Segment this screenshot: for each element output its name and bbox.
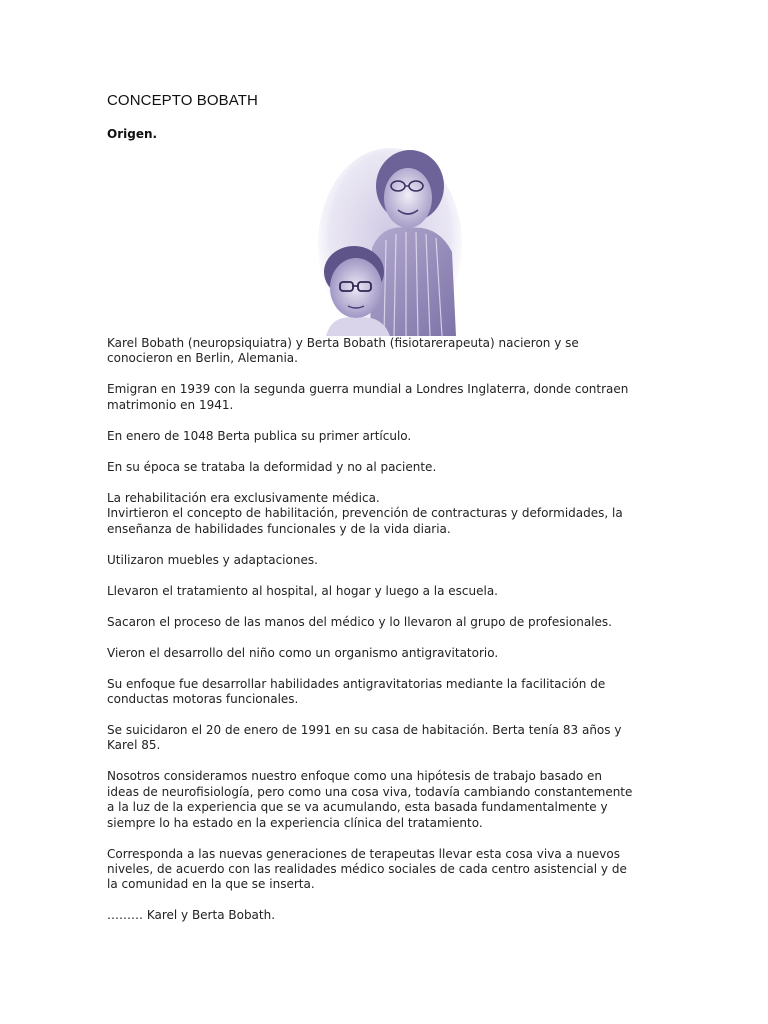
paragraph: En enero de 1048 Berta publica su primer artículo. (107, 428, 412, 443)
paragraph: En su época se trataba la deformidad y no al paciente. (107, 459, 437, 474)
paragraph: Karel Bobath (neuropsiquiatra) y Berta Bobath (fisiotarerapeuta) nacieron y se conocieron en Berlin, Alemania. (107, 336, 579, 366)
paragraph: Sacaron el proceso de las manos del médico y lo llevaron al grupo de profesionales. (107, 614, 612, 629)
page-title: CONCEPTO BOBATH (107, 92, 258, 109)
signature-line: ……… Karel y Berta Bobath. (107, 908, 276, 923)
paragraph: Vieron el desarrollo del niño como un organismo antigravitatorio. (107, 645, 499, 660)
paragraph: Corresponda a las nuevas generaciones de terapeutas llevar esta cosa viva a nuevos niveles, de acuerdo con las realidades médico sociales de cada centro asistencial y de la comunidad en la que se inserta. (107, 846, 627, 892)
paragraph: Su enfoque fue desarrollar habilidades antigravitatorias mediante la facilitación de conductas motoras funcionales. (107, 676, 606, 707)
paragraph: La rehabilitación era exclusivamente médica. Invirtieron el concepto de habilitación, prevención de contracturas y deformidades, la enseñanza de habilidades funcionales y de la vida diaria. (107, 490, 623, 536)
paragraph: Se suicidaron el 20 de enero de 1991 en su casa de habitación. Berta tenía 83 años y Karel 85. (107, 723, 622, 753)
portrait-photo-icon (312, 148, 462, 336)
section-subtitle: Origen. (107, 127, 158, 141)
paragraph: Nosotros consideramos nuestro enfoque como una hipótesis de trabajo basado en ideas de neurofisiología, pero como una cosa viva, todavía cambiando constantemente a la luz de la experiencia que se va acumulando, esta basada fundamentalmente y siempre lo ha estado en la experiencia clínica del tratamiento. (107, 769, 633, 830)
paragraph: Utilizaron muebles y adaptaciones. (107, 552, 318, 567)
paragraph: Llevaron el tratamiento al hospital, al hogar y luego a la escuela. (107, 583, 498, 598)
paragraph: Emigran en 1939 con la segunda guerra mundial a Londres Inglaterra, donde contraen matrimonio en 1941. (107, 382, 629, 412)
document-body (107, 336, 667, 939)
